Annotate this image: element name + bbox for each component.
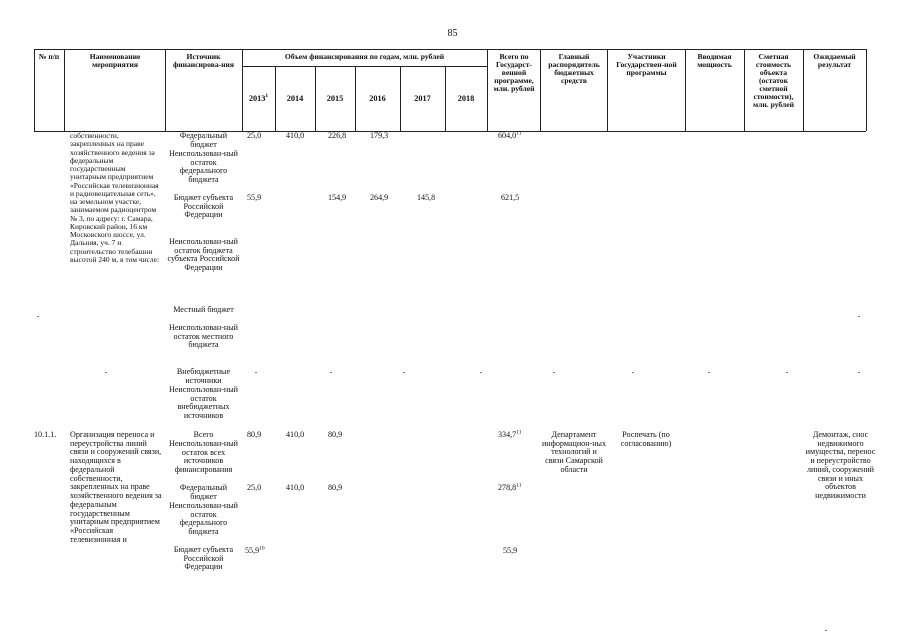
b2-all-total: 334,7$^{11}$ — [498, 429, 522, 439]
b1-federal-2014: 410,0 — [286, 131, 305, 140]
source-extra-unused: Неиспользован-ный остаток внебюджетных источников — [169, 385, 238, 421]
b2-source-total: Всего — [193, 430, 214, 439]
header-year-2017: 2017 — [414, 94, 431, 103]
manager-text: Департамент информацион-ных технологий и связи Самарской области — [541, 430, 607, 474]
b2-all-2013: 80,9 — [247, 430, 262, 439]
source-local: Местный бюджет — [173, 305, 234, 314]
header-capacity: Вводимая мощность — [697, 52, 732, 69]
header-source: Источник финансирова-ния — [172, 52, 235, 69]
b2-federal-2014: 410,0 — [286, 483, 305, 492]
b1-federal-2015: 226,8 — [328, 131, 347, 140]
b2-subject-total: 55,9 — [503, 546, 518, 555]
header-estimate: Сметная стоимость объекта (остаток сметной стоимости), млн. рублей — [752, 52, 795, 109]
b2-source-subject: Бюджет субъекта Российской Федерации — [173, 545, 234, 572]
result-text: Демонтаж, снос недвижимого имущества, перенос и переустройство линий, сооружений связи и иных объектов недвижимости — [805, 430, 876, 501]
b2-source-federal-unused: Неиспользован-ный остаток федерального бюджета — [169, 501, 238, 537]
b2-all-2015: 80,9 — [328, 430, 343, 439]
header-manager: Главный распорядитель бюджетных средств — [548, 52, 600, 85]
b1-subject-2017: 145,8 — [417, 193, 436, 202]
header-year-2015: 2015 — [326, 94, 344, 103]
source-federal: Федеральный бюджет — [179, 131, 228, 149]
b1-federal-2013: 25,0 — [247, 131, 262, 140]
header-year-2016: 2016 — [369, 94, 386, 103]
b2-all-2014: 410,0 — [286, 430, 305, 439]
header-name: Наименование мероприятия — [89, 52, 141, 69]
header-year-2014: 2014 — [286, 94, 304, 103]
b1-subject-2015: 154,9 — [328, 193, 347, 202]
item-name-continued: собственности, закрепленных на праве хозяйственного ведения за федеральным государственным унитарным предприятием «Российская телевизионная и радиовещательная сеть», на земельном участке, занимаемом радиоцентром № 3, по адресу: г. Самара, Кировский район, 16 км Московского шоссе, ул. Дальняя, уч. 7 и строительство телебашни высотой 240 м, в том числе: — [70, 131, 160, 264]
header-year-2013: 2013$^1$ — [248, 93, 269, 103]
item-number: 10.1.1. — [34, 430, 57, 439]
item-name: Организация переноса и переустройства линий связи и сооружений связи, находящихся в федеральной собственности, закрепленных на праве хозяйственного ведения за федеральным государственным унитарным предприятием «Российская телевизионная и — [70, 430, 162, 544]
b1-subject-total: 621,5 — [501, 193, 520, 202]
source-extra: Внебюджетные источники — [176, 367, 231, 385]
header-participants: Участники Государствен-ной программы — [616, 52, 677, 77]
b2-federal-total: 278,8$^{11}$ — [498, 482, 522, 492]
b2-source-federal: Федеральный бюджет — [179, 483, 228, 501]
b1-federal-total: 604,0$^{11}$ — [498, 130, 522, 140]
page-number: 85 — [447, 28, 458, 39]
header-total: Всего по Государст-венной программе, млн. рублей — [493, 52, 535, 93]
b2-source-total-unused: Неиспользован-ный остаток всех источников финансирования — [169, 439, 238, 475]
source-federal-unused: Неиспользован-ный остаток федерального бюджета — [169, 149, 238, 185]
b2-subject-2013: 55,9$^{10}$ — [245, 545, 265, 555]
b2-federal-2015: 80,9 — [328, 483, 343, 492]
header-year-2018: 2018 — [457, 94, 475, 103]
source-local-unused: Неиспользован-ный остаток местного бюджета — [169, 323, 238, 350]
b1-subject-2013: 55,9 — [247, 193, 262, 202]
b1-federal-2016: 179,3 — [370, 131, 389, 140]
source-subject-unused: Неиспользован-ный остаток бюджета субъекта Российской Федерации — [167, 237, 240, 273]
b2-federal-2013: 25,0 — [247, 483, 262, 492]
participants-text: Роспечать (по согласованию) — [620, 430, 672, 448]
header-num: № п/п — [38, 52, 60, 61]
source-subject: Бюджет субъекта Российской Федерации — [173, 193, 234, 220]
b1-subject-2016: 264,9 — [370, 193, 389, 202]
header-volume: Объем финансирования по годам, млн. рублей — [284, 52, 445, 61]
header-result: Ожидаемый результат — [813, 52, 856, 69]
